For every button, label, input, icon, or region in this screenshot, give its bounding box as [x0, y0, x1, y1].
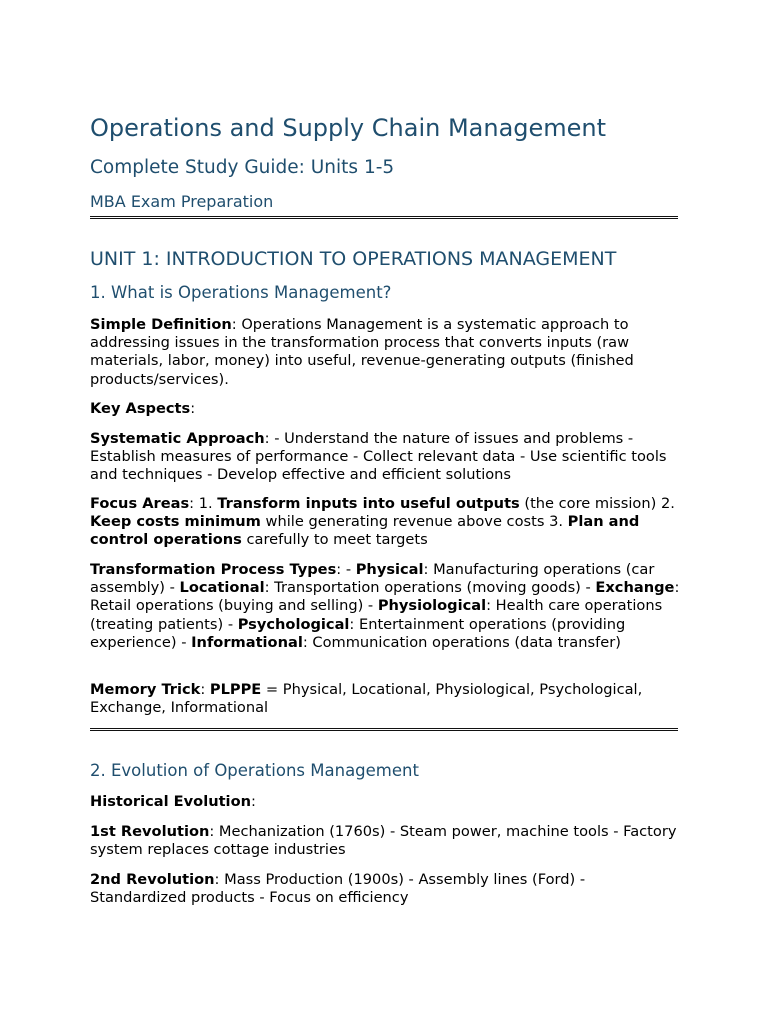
types-text-2: : Transportation operations (moving goods) - — [264, 579, 596, 597]
focus-bold-2: Keep costs minimum — [90, 513, 261, 531]
types-text-4: : Health care operations (treating patients) - — [90, 597, 663, 633]
historical-evolution-suffix: : — [250, 793, 256, 810]
historical-evolution-paragraph — [90, 793, 680, 811]
document-tagline: MBA Exam Preparation — [90, 192, 274, 211]
section-1-heading: 1. What is Operations Management? — [90, 283, 392, 302]
types-text-1: : Manufacturing operations (car assembly) - — [90, 561, 655, 597]
focus-text-2: (the core mission) 2. — [519, 495, 675, 512]
types-text-0: : - — [336, 561, 356, 578]
key-aspects-label: Key Aspects — [90, 400, 191, 417]
focus-text-3: while generating revenue above costs 3. — [260, 513, 568, 531]
simple-definition-text: : Operations Management is a systematic approach to addressing issues in the transformation process that converts inputs (raw materials, labor, money) into useful, revenue-generating outputs (finished products/services). — [90, 316, 634, 388]
memory-text-2: = Physical, Locational, Physiological, Psychological, Exchange, Informational — [90, 681, 643, 717]
types-bold-physical: Physical — [355, 561, 424, 578]
memory-text-1: : — [200, 681, 210, 698]
focus-areas-paragraph — [90, 495, 680, 550]
simple-definition-paragraph — [90, 316, 680, 389]
focus-text-4: carefully to meet targets — [241, 531, 428, 549]
revolution-2-label: 2nd Revolution — [90, 871, 215, 888]
key-aspects-paragraph — [90, 400, 680, 418]
systematic-approach-text: : - Understand the nature of issues and problems - Establish measures of performance - Collect relevant data - Use scientific tools and techniques - Develop effective and efficient solutions — [90, 430, 667, 484]
types-text-3: : Retail operations (buying and selling) - — [90, 579, 680, 615]
focus-areas-label: Focus Areas — [90, 495, 190, 512]
systematic-approach-label: Systematic Approach — [90, 430, 265, 447]
focus-bold-3: Plan and control operations — [90, 513, 640, 549]
types-text-6: : Communication operations (data transfer) — [302, 633, 621, 651]
double-rule-divider — [90, 728, 678, 731]
key-aspects-suffix: : — [190, 400, 196, 417]
simple-definition-label: Simple Definition — [90, 316, 232, 333]
transformation-types-label: Transformation Process Types — [90, 561, 337, 578]
memory-trick-paragraph — [90, 681, 680, 717]
types-bold-locational: Locational — [179, 579, 265, 597]
section-2-heading: 2. Evolution of Operations Management — [90, 761, 419, 780]
memory-bold-acronym: PLPPE — [209, 681, 262, 698]
types-bold-informational: Informational — [191, 633, 303, 651]
types-bold-physiological: Physiological — [377, 597, 487, 615]
revolution-1-text: : Mechanization (1760s) - Steam power, machine tools - Factory system replaces cottage industries — [90, 823, 677, 859]
systematic-approach-paragraph — [90, 430, 680, 485]
focus-bold-1: Transform inputs into useful outputs — [217, 495, 520, 512]
document-subtitle: Complete Study Guide: Units 1-5 — [90, 157, 395, 178]
types-bold-psychological: Psychological — [237, 615, 350, 633]
double-rule-divider — [90, 216, 678, 219]
transformation-types-paragraph — [90, 561, 680, 652]
memory-trick-label: Memory Trick — [90, 681, 201, 698]
types-text-5: : Entertainment operations (providing experience) - — [90, 615, 626, 651]
types-bold-exchange: Exchange — [595, 579, 675, 597]
revolution-1-paragraph — [90, 823, 680, 859]
revolution-1-label: 1st Revolution — [90, 823, 210, 840]
revolution-2-paragraph — [90, 871, 680, 907]
document-title: Operations and Supply Chain Management — [90, 114, 607, 142]
revolution-2-text: : Mass Production (1900s) - Assembly lines (Ford) - Standardized products - Focus on efficiency — [90, 871, 586, 907]
unit-1-heading: UNIT 1: INTRODUCTION TO OPERATIONS MANAGEMENT — [90, 248, 617, 270]
focus-text-1: : 1. — [189, 495, 218, 512]
historical-evolution-label: Historical Evolution — [90, 793, 251, 810]
